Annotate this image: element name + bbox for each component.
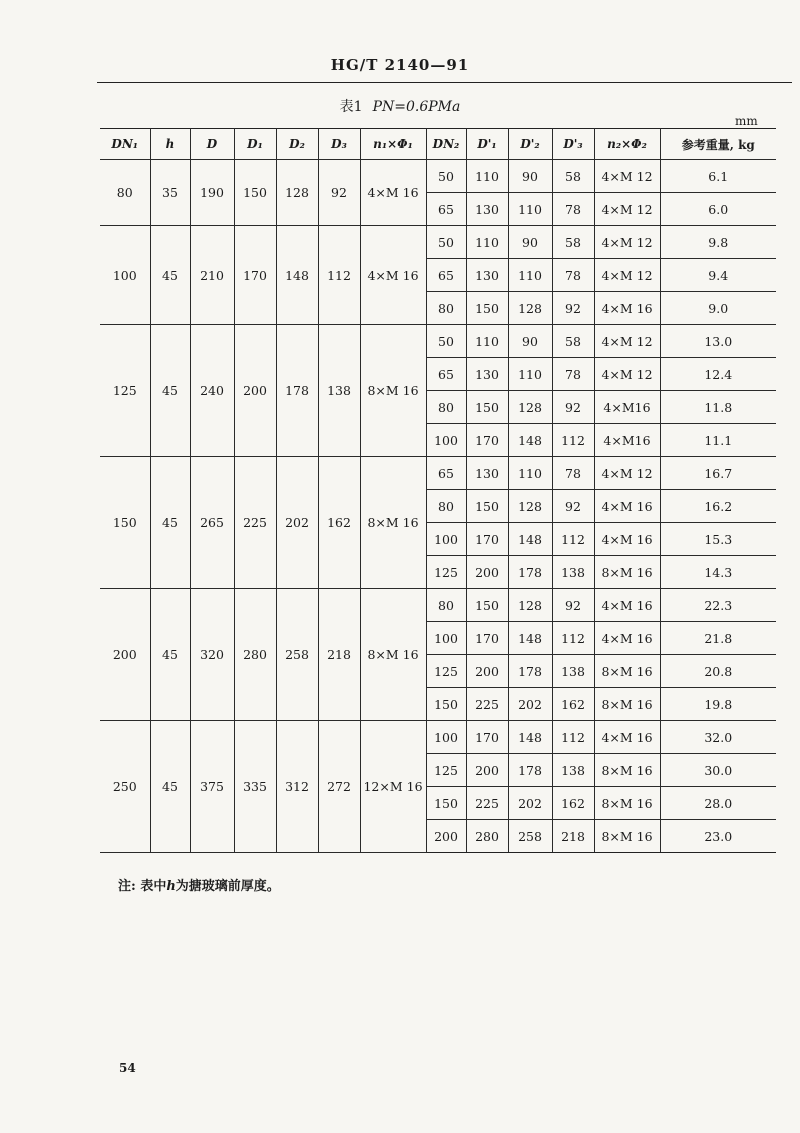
note-prefix: 注: 表中 [118, 879, 167, 894]
table-row [100, 589, 776, 622]
d2-prime-cell: 90 [508, 325, 552, 358]
d2-prime-cell: 202 [508, 787, 552, 820]
column-header: D'₃ [552, 129, 594, 160]
d3-prime-cell: 78 [552, 193, 594, 226]
n1-bolts-cell: 8×M 16 [360, 325, 426, 457]
weight-cell: 13.0 [660, 325, 776, 358]
n1-bolts-cell: 8×M 16 [360, 589, 426, 721]
pressure-formula: PN=0.6PMa [372, 99, 461, 115]
d3-prime-cell: 112 [552, 424, 594, 457]
note-symbol: h [166, 879, 176, 894]
n2-bolts-cell: 4×M 12 [594, 325, 660, 358]
d1-cell: 200 [234, 325, 276, 457]
d2-prime-cell: 258 [508, 820, 552, 853]
d2-prime-cell: 202 [508, 688, 552, 721]
d1-prime-cell: 130 [466, 193, 508, 226]
h-cell: 45 [150, 325, 190, 457]
table-row [100, 226, 776, 259]
dn2-cell: 65 [426, 259, 466, 292]
table-row [100, 325, 776, 358]
weight-cell: 15.3 [660, 523, 776, 556]
dn2-cell: 80 [426, 292, 466, 325]
d3-prime-cell: 138 [552, 655, 594, 688]
d2-cell: 202 [276, 457, 318, 589]
page-number: 54 [119, 1061, 136, 1075]
d1-prime-cell: 130 [466, 457, 508, 490]
flange-dimension-table [100, 128, 776, 853]
n2-bolts-cell: 4×M16 [594, 424, 660, 457]
table-label: 表1 [339, 99, 363, 115]
d1-cell: 225 [234, 457, 276, 589]
n1-bolts-cell: 8×M 16 [360, 457, 426, 589]
table-caption [0, 96, 800, 116]
d2-prime-cell: 178 [508, 556, 552, 589]
d2-prime-cell: 148 [508, 523, 552, 556]
d2-prime-cell: 128 [508, 391, 552, 424]
d2-cell: 128 [276, 160, 318, 226]
column-header: D₁ [234, 129, 276, 160]
dn1-cell: 150 [100, 457, 150, 589]
d1-prime-cell: 200 [466, 754, 508, 787]
n2-bolts-cell: 8×M 16 [594, 688, 660, 721]
d3-cell: 272 [318, 721, 360, 853]
column-header: D₂ [276, 129, 318, 160]
dn2-cell: 65 [426, 193, 466, 226]
d3-prime-cell: 58 [552, 325, 594, 358]
h-cell: 45 [150, 721, 190, 853]
d2-prime-cell: 148 [508, 424, 552, 457]
column-header: 参考重量, kg [660, 129, 776, 160]
weight-cell: 16.7 [660, 457, 776, 490]
weight-cell: 22.3 [660, 589, 776, 622]
column-header: D [190, 129, 234, 160]
dn2-cell: 80 [426, 490, 466, 523]
d3-cell: 112 [318, 226, 360, 325]
d1-prime-cell: 150 [466, 391, 508, 424]
d2-prime-cell: 178 [508, 655, 552, 688]
weight-cell: 21.8 [660, 622, 776, 655]
n2-bolts-cell: 4×M 16 [594, 721, 660, 754]
d3-prime-cell: 58 [552, 160, 594, 193]
d2-prime-cell: 90 [508, 160, 552, 193]
table-row [100, 721, 776, 754]
h-cell: 45 [150, 589, 190, 721]
d3-prime-cell: 78 [552, 358, 594, 391]
dn2-cell: 65 [426, 457, 466, 490]
table-row [100, 160, 776, 193]
d2-prime-cell: 90 [508, 226, 552, 259]
weight-cell: 14.3 [660, 556, 776, 589]
d2-prime-cell: 110 [508, 457, 552, 490]
d3-prime-cell: 92 [552, 589, 594, 622]
d3-prime-cell: 112 [552, 622, 594, 655]
column-header: DN₂ [426, 129, 466, 160]
n1-bolts-cell: 4×M 16 [360, 160, 426, 226]
d1-prime-cell: 130 [466, 358, 508, 391]
weight-cell: 9.4 [660, 259, 776, 292]
d1-prime-cell: 225 [466, 787, 508, 820]
document-header: HG/T 2140—91 [330, 56, 470, 74]
n1-bolts-cell: 12×M 16 [360, 721, 426, 853]
dn1-cell: 250 [100, 721, 150, 853]
n2-bolts-cell: 4×M 12 [594, 259, 660, 292]
d1-cell: 280 [234, 589, 276, 721]
d3-prime-cell: 162 [552, 688, 594, 721]
column-header: n₁×Φ₁ [360, 129, 426, 160]
n2-bolts-cell: 4×M 16 [594, 523, 660, 556]
dn1-cell: 80 [100, 160, 150, 226]
weight-cell: 19.8 [660, 688, 776, 721]
weight-cell: 32.0 [660, 721, 776, 754]
d1-prime-cell: 200 [466, 556, 508, 589]
d1-prime-cell: 170 [466, 721, 508, 754]
d2-prime-cell: 148 [508, 622, 552, 655]
d3-cell: 138 [318, 325, 360, 457]
n2-bolts-cell: 4×M 12 [594, 457, 660, 490]
d2-prime-cell: 128 [508, 490, 552, 523]
dn2-cell: 125 [426, 556, 466, 589]
d1-prime-cell: 150 [466, 490, 508, 523]
dn2-cell: 200 [426, 820, 466, 853]
weight-cell: 11.1 [660, 424, 776, 457]
dn2-cell: 125 [426, 754, 466, 787]
n2-bolts-cell: 8×M 16 [594, 820, 660, 853]
weight-cell: 16.2 [660, 490, 776, 523]
d3-prime-cell: 162 [552, 787, 594, 820]
column-header: n₂×Φ₂ [594, 129, 660, 160]
dn1-cell: 125 [100, 325, 150, 457]
d1-prime-cell: 130 [466, 259, 508, 292]
weight-cell: 6.1 [660, 160, 776, 193]
unit-label: mm [735, 114, 758, 128]
dn2-cell: 100 [426, 523, 466, 556]
table-note [118, 875, 280, 894]
n2-bolts-cell: 4×M 12 [594, 226, 660, 259]
d1-prime-cell: 170 [466, 523, 508, 556]
n2-bolts-cell: 4×M16 [594, 391, 660, 424]
d1-prime-cell: 110 [466, 226, 508, 259]
dn2-cell: 65 [426, 358, 466, 391]
weight-cell: 23.0 [660, 820, 776, 853]
n2-bolts-cell: 4×M 16 [594, 490, 660, 523]
d2-cell: 178 [276, 325, 318, 457]
note-suffix: 为搪玻璃前厚度。 [175, 879, 280, 894]
dn2-cell: 80 [426, 589, 466, 622]
table-row [100, 457, 776, 490]
n2-bolts-cell: 4×M 16 [594, 622, 660, 655]
dn2-cell: 100 [426, 424, 466, 457]
d1-cell: 335 [234, 721, 276, 853]
dn2-cell: 125 [426, 655, 466, 688]
d3-prime-cell: 112 [552, 721, 594, 754]
column-header: D'₁ [466, 129, 508, 160]
h-cell: 45 [150, 457, 190, 589]
n1-bolts-cell: 4×M 16 [360, 226, 426, 325]
d-cell: 320 [190, 589, 234, 721]
d3-prime-cell: 92 [552, 490, 594, 523]
header-rule [97, 82, 792, 83]
d-cell: 375 [190, 721, 234, 853]
d3-prime-cell: 92 [552, 292, 594, 325]
d3-prime-cell: 138 [552, 556, 594, 589]
n2-bolts-cell: 4×M 12 [594, 193, 660, 226]
d1-prime-cell: 110 [466, 160, 508, 193]
n2-bolts-cell: 4×M 16 [594, 292, 660, 325]
dn2-cell: 150 [426, 688, 466, 721]
h-cell: 45 [150, 226, 190, 325]
d-cell: 240 [190, 325, 234, 457]
table-body [100, 160, 776, 853]
d1-prime-cell: 170 [466, 622, 508, 655]
d1-prime-cell: 225 [466, 688, 508, 721]
d2-prime-cell: 110 [508, 193, 552, 226]
d3-prime-cell: 138 [552, 754, 594, 787]
dn1-cell: 100 [100, 226, 150, 325]
weight-cell: 11.8 [660, 391, 776, 424]
d3-cell: 218 [318, 589, 360, 721]
dn2-cell: 50 [426, 160, 466, 193]
column-header: D₃ [318, 129, 360, 160]
d1-cell: 170 [234, 226, 276, 325]
d2-cell: 312 [276, 721, 318, 853]
weight-cell: 6.0 [660, 193, 776, 226]
d-cell: 210 [190, 226, 234, 325]
weight-cell: 9.0 [660, 292, 776, 325]
d3-prime-cell: 58 [552, 226, 594, 259]
weight-cell: 28.0 [660, 787, 776, 820]
h-cell: 35 [150, 160, 190, 226]
d3-cell: 92 [318, 160, 360, 226]
d2-prime-cell: 128 [508, 292, 552, 325]
n2-bolts-cell: 8×M 16 [594, 556, 660, 589]
d1-prime-cell: 170 [466, 424, 508, 457]
d1-prime-cell: 150 [466, 292, 508, 325]
d-cell: 265 [190, 457, 234, 589]
d1-prime-cell: 110 [466, 325, 508, 358]
d1-prime-cell: 200 [466, 655, 508, 688]
weight-cell: 9.8 [660, 226, 776, 259]
dn2-cell: 150 [426, 787, 466, 820]
d2-prime-cell: 110 [508, 259, 552, 292]
n2-bolts-cell: 4×M 12 [594, 358, 660, 391]
n2-bolts-cell: 4×M 16 [594, 589, 660, 622]
weight-cell: 30.0 [660, 754, 776, 787]
n2-bolts-cell: 8×M 16 [594, 754, 660, 787]
d1-prime-cell: 280 [466, 820, 508, 853]
d2-prime-cell: 110 [508, 358, 552, 391]
column-header: D'₂ [508, 129, 552, 160]
table-header-row [100, 129, 776, 160]
d3-prime-cell: 218 [552, 820, 594, 853]
d2-prime-cell: 178 [508, 754, 552, 787]
d-cell: 190 [190, 160, 234, 226]
d1-cell: 150 [234, 160, 276, 226]
d2-cell: 148 [276, 226, 318, 325]
d3-prime-cell: 78 [552, 259, 594, 292]
d2-cell: 258 [276, 589, 318, 721]
dn2-cell: 50 [426, 325, 466, 358]
d2-prime-cell: 128 [508, 589, 552, 622]
n2-bolts-cell: 8×M 16 [594, 655, 660, 688]
dn2-cell: 100 [426, 622, 466, 655]
d3-prime-cell: 112 [552, 523, 594, 556]
d1-prime-cell: 150 [466, 589, 508, 622]
d3-prime-cell: 78 [552, 457, 594, 490]
dn2-cell: 80 [426, 391, 466, 424]
n2-bolts-cell: 8×M 16 [594, 787, 660, 820]
weight-cell: 20.8 [660, 655, 776, 688]
column-header: DN₁ [100, 129, 150, 160]
dn1-cell: 200 [100, 589, 150, 721]
weight-cell: 12.4 [660, 358, 776, 391]
dn2-cell: 100 [426, 721, 466, 754]
column-header: h [150, 129, 190, 160]
dn2-cell: 50 [426, 226, 466, 259]
d3-cell: 162 [318, 457, 360, 589]
n2-bolts-cell: 4×M 12 [594, 160, 660, 193]
d2-prime-cell: 148 [508, 721, 552, 754]
d3-prime-cell: 92 [552, 391, 594, 424]
